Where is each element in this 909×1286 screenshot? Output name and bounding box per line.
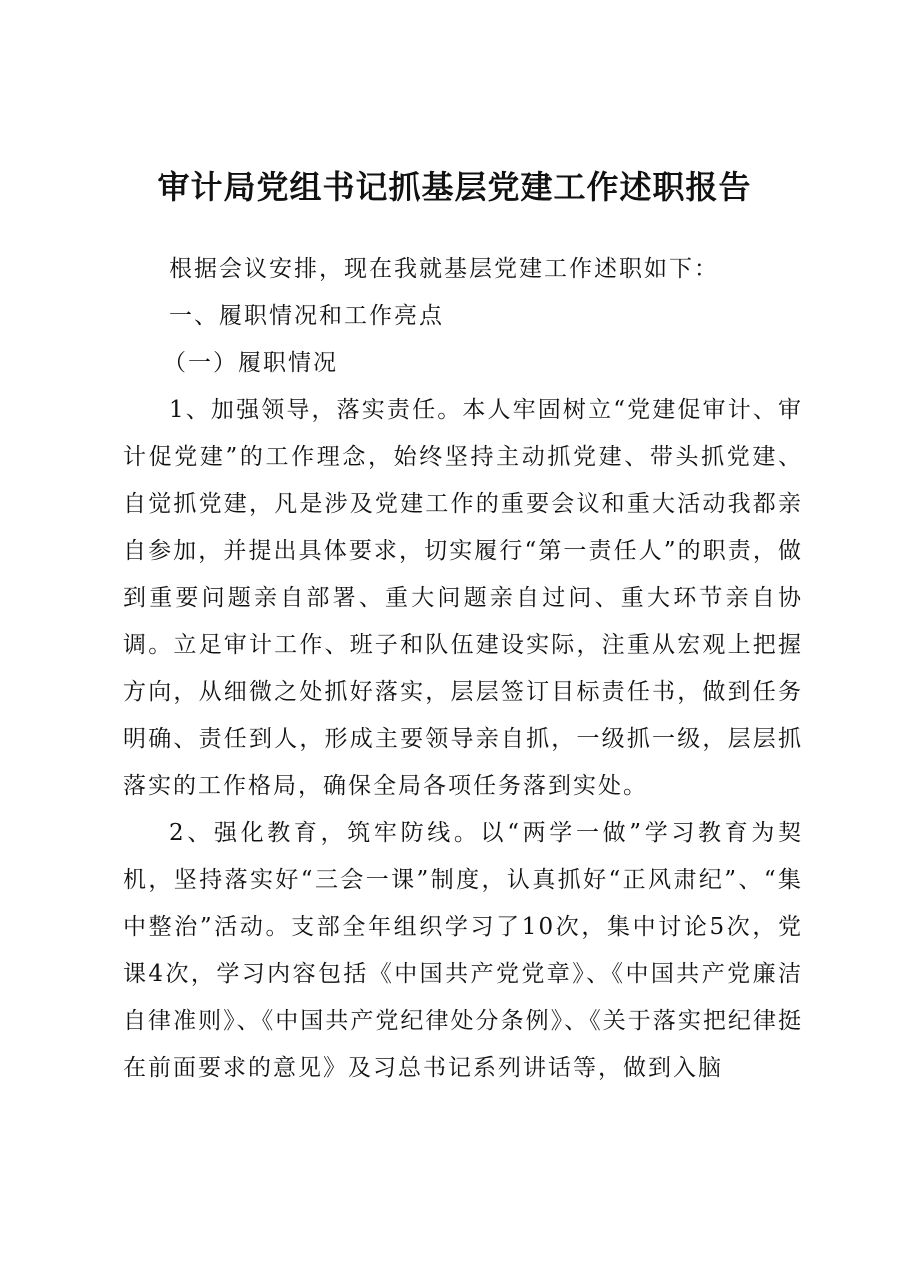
body-paragraph-1: 1、加强领导，落实责任。本人牢固树立“党建促审计、审计促党建”的工作理念，始终坚持主动抓党建、带头抓党建、自觉抓党建，凡是涉及党建工作的重要会议和重大活动我都亲自参加，并提出具体要求，切实履行“第一责任人”的职责，做到重要问题亲自部署、重大问题亲自过问、重大环节亲自协调。立足审计工作、班子和队伍建设实际，注重从宏观上把握方向，从细微之处抓好落实，层层签订目标责任书，做到任务明确、责任到人，形成主要领导亲自抓，一级抓一级，层层抓落实的工作格局，确保全局各项任务落到实处。	[123, 397, 803, 799]
document-body	[123, 246, 803, 1092]
intro-paragraph: 根据会议安排，现在我就基层党建工作述职如下：	[169, 256, 719, 282]
body-paragraph-2: 2、强化教育，筑牢防线。以“两学一做”学习教育为契机，坚持落实好“三会一课”制度，认真抓好“正风肃纪”、“集中整治”活动。支部全年组织学习了10次，集中讨论5次，党课4次，学习内容包括《中国共产党党章》、《中国共产党廉洁自律准则》、《中国共产党纪律处分条例》、《关于落实把纪律挺在前面要求的意见》及习总书记系列讲话等，做到入脑	[123, 820, 803, 1081]
subsection-heading: （一）履职情况	[163, 350, 338, 376]
section-heading: 一、履职情况和工作亮点	[169, 303, 444, 329]
document-title: 审计局党组书记抓基层党建工作述职报告	[157, 168, 752, 206]
